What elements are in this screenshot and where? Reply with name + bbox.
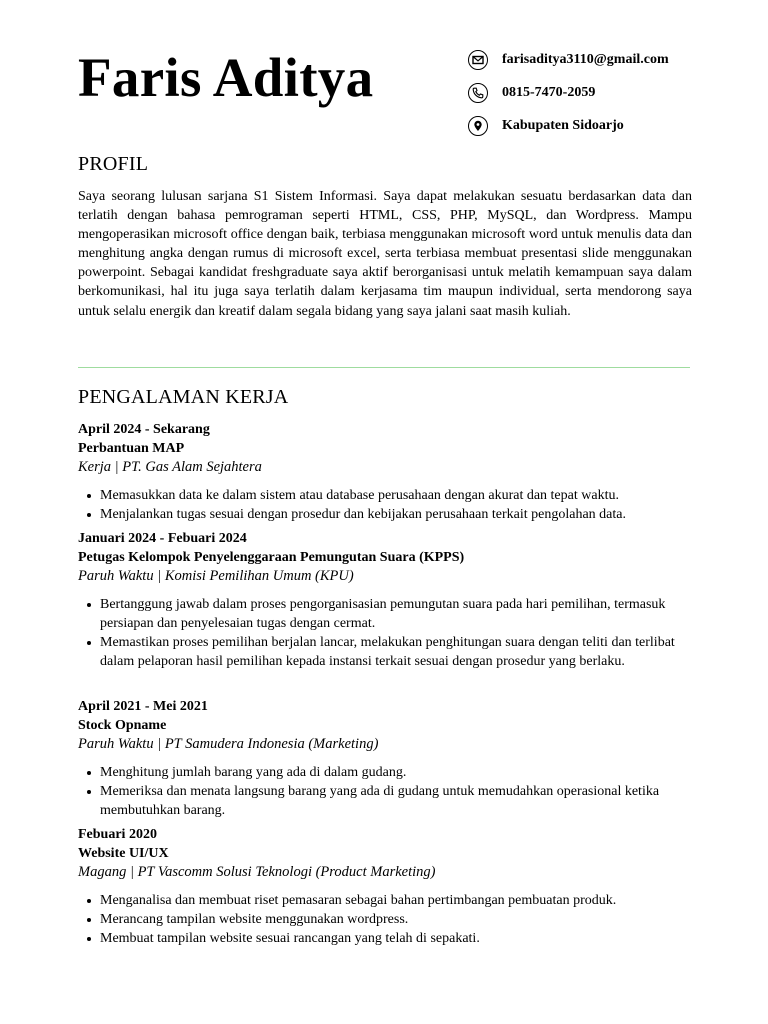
contact-info — [468, 43, 669, 142]
experience-date: April 2024 - Sekarang — [78, 422, 210, 437]
location-pin-icon — [468, 116, 488, 136]
experience-organization: Paruh Waktu | PT Samudera Indonesia (Marketing) — [78, 736, 379, 752]
experience-role: Petugas Kelompok Penyelenggaraan Pemungutan Suara (KPPS) — [78, 550, 465, 565]
experience-organization: Magang | PT Vascomm Solusi Teknologi (Product Marketing) — [78, 864, 436, 880]
phone-icon — [468, 83, 488, 103]
contact-phone-row — [468, 76, 669, 109]
contact-email: farisaditya3110@gmail.com — [502, 51, 669, 67]
contact-phone: 0815-7470-2059 — [502, 84, 596, 100]
experience-date: Febuari 2020 — [78, 827, 157, 842]
bullet-item: Bertanggung jawab dalam proses pengorganisasian pemungutan suara pada hari pemilihan, termasuk persiapan dan penyelesaian tugas dengan cermat. — [100, 595, 692, 633]
bullet-item: Membuat tampilan website sesuai rancangan yang telah di sepakati. — [100, 929, 692, 948]
bullet-item: Merancang tampilan website menggunakan wordpress. — [100, 910, 692, 929]
experience-role: Perbantuan MAP — [78, 441, 185, 456]
experience-bullets — [78, 763, 692, 820]
experience-bullets — [78, 891, 692, 948]
bullet-item: Memasukkan data ke dalam sistem atau database perusahaan dengan akurat dan tepat waktu. — [100, 486, 692, 505]
contact-location-row — [468, 109, 669, 142]
experience-bullets — [78, 486, 692, 524]
contact-email-row — [468, 43, 669, 76]
bullet-item: Menghitung jumlah barang yang ada di dalam gudang. — [100, 763, 692, 782]
bullet-item: Memeriksa dan menata langsung barang yang ada di gudang untuk memudahkan operasional ketika membutuhkan barang. — [100, 782, 692, 820]
experience-date: Januari 2024 - Febuari 2024 — [78, 531, 247, 546]
experience-role: Website UI/UX — [78, 846, 169, 861]
experience-role: Stock Opname — [78, 718, 167, 733]
contact-location: Kabupaten Sidoarjo — [502, 117, 624, 133]
candidate-name: Faris Aditya — [78, 47, 374, 108]
profile-text: Saya seorang lulusan sarjana S1 Sistem Informasi. Saya dapat melakukan sesuatu berdasarkan data dan terlatih dengan bahasa pemrograman seperti HTML, CSS, PHP, MySQL, dan Wordpress. Mampu mengoperasikan microsoft office dengan baik, terbiasa menggunakan microsoft word untuk menulis data dan menghitung angka dengan rumus di microsoft excel, serta terbiasa membuat presentasi slide menggunakan powerpoint. Sebagai kandidat freshgraduate saya aktif berorganisasi untuk melatih kemampuan saya dalam berkomunikasi, hal itu juga saya terlatih dalam kerjasama tim maupun individual, serta mendorong saya untuk selalu energik dan kreatif dalam segala bidang yang saya jalani saat masih kuliah. — [78, 189, 692, 319]
bullet-item: Menganalisa dan membuat riset pemasaran sebagai bahan pertimbangan pembuatan produk. — [100, 891, 692, 910]
profile-heading: PROFIL — [78, 153, 149, 175]
experience-item — [78, 420, 692, 524]
envelope-icon — [468, 50, 488, 70]
experience-item — [78, 825, 692, 948]
experience-organization: Kerja | PT. Gas Alam Sejahtera — [78, 459, 262, 475]
experience-organization: Paruh Waktu | Komisi Pemilihan Umum (KPU) — [78, 568, 354, 584]
section-divider — [78, 367, 690, 368]
bullet-item: Memastikan proses pemilihan berjalan lancar, melakukan penghitungan suara dengan teliti dan terlibat dalam pelaporan hasil pemilihan kepada instansi terkait sesuai dengan prosedur yang berlaku. — [100, 633, 692, 671]
experience-date: April 2021 - Mei 2021 — [78, 699, 208, 714]
bullet-item: Menjalankan tugas sesuai dengan prosedur dan kebijakan perusahaan terkait pengolahan data. — [100, 505, 692, 524]
experience-bullets — [78, 595, 692, 671]
experience-item — [78, 529, 692, 671]
experience-item — [78, 697, 692, 820]
experience-heading: PENGALAMAN KERJA — [78, 386, 289, 408]
